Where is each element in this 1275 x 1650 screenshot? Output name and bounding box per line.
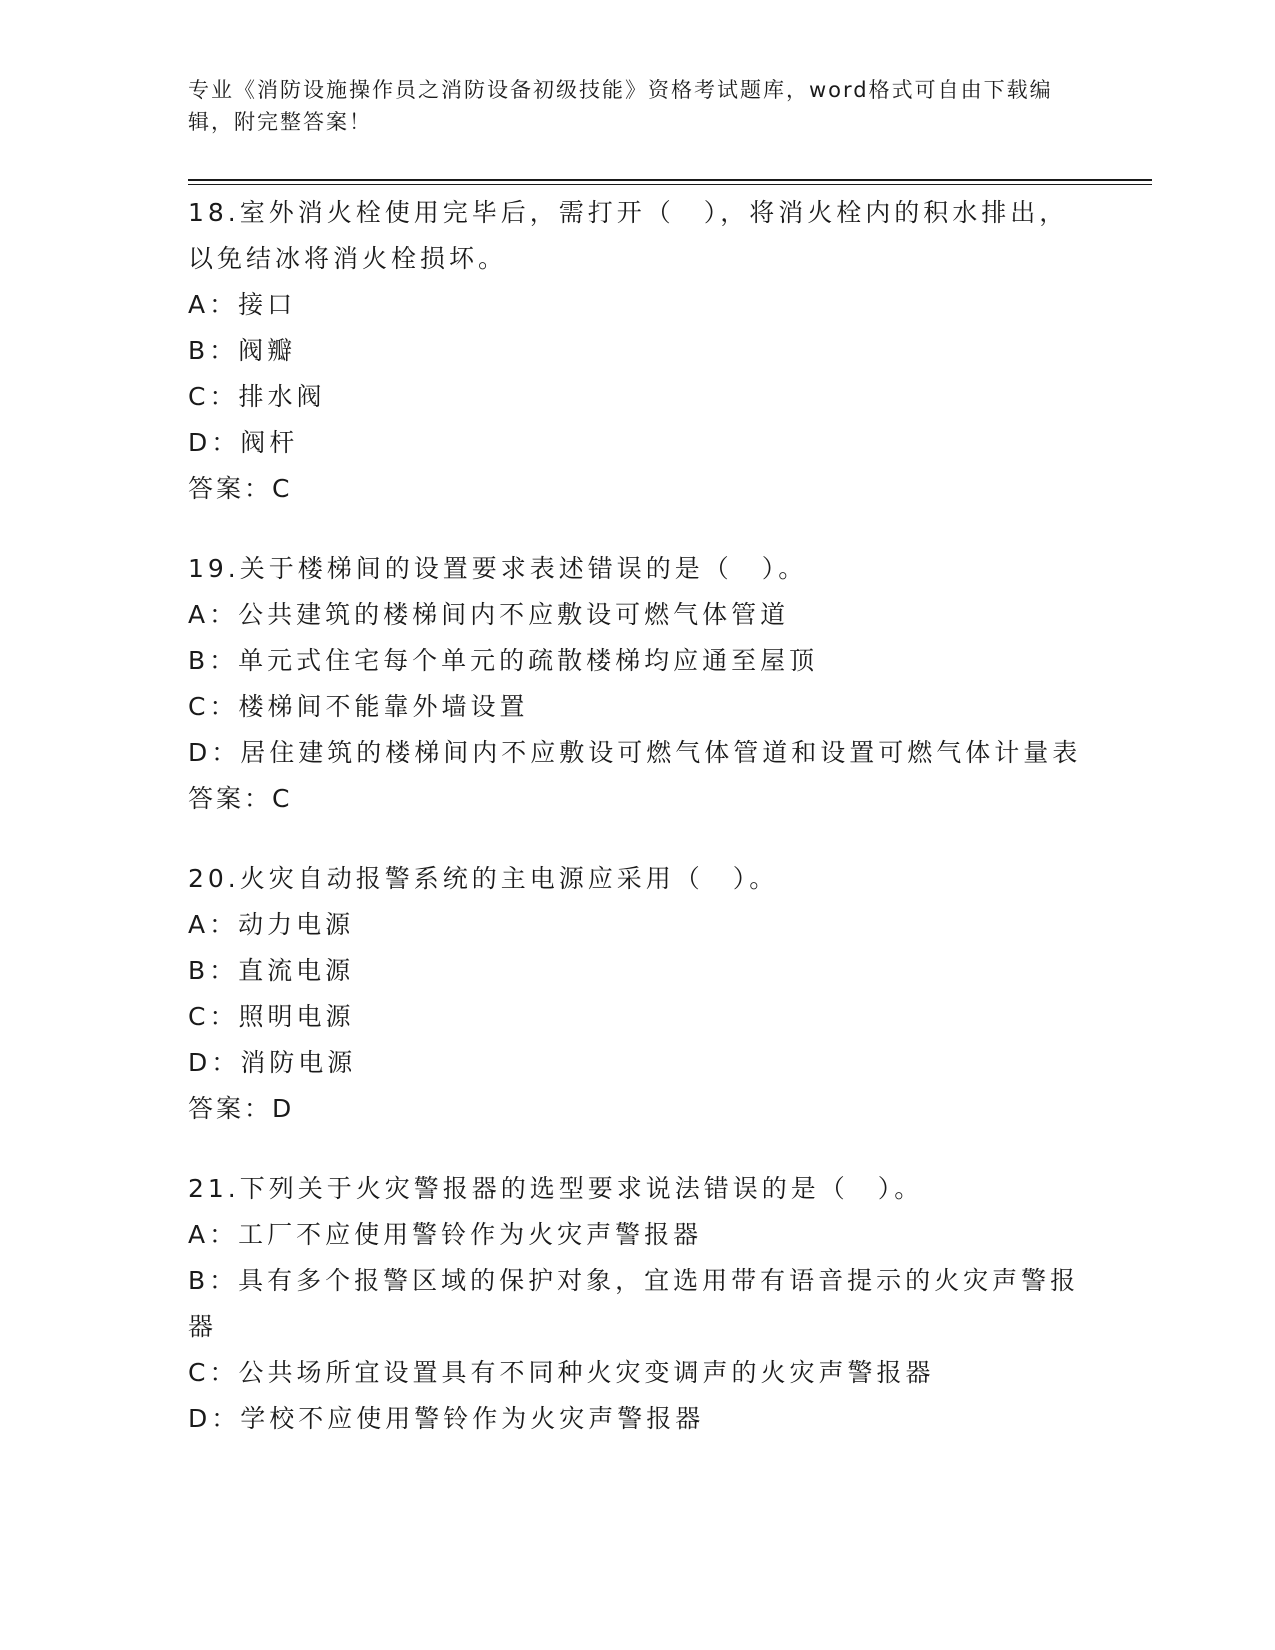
option-b: B：具有多个报警区域的保护对象，宜选用带有语音提示的火灾声警报器 xyxy=(188,1266,1080,1341)
option-a: A：动力电源 xyxy=(188,910,355,939)
option-b: B：单元式住宅每个单元的疏散楼梯均应通至屋顶 xyxy=(188,646,819,675)
option-b: B：阀瓣 xyxy=(188,336,297,365)
question-list xyxy=(188,190,1088,1476)
option-c: C：公共场所宜设置具有不同种火灾变调声的火灾声警报器 xyxy=(188,1358,935,1387)
option-c: C：照明电源 xyxy=(188,1002,355,1031)
header-divider-thin xyxy=(188,184,1152,185)
answer-line: 答案：C xyxy=(188,784,293,813)
option-b: B：直流电源 xyxy=(188,956,355,985)
question-21 xyxy=(188,1166,1088,1442)
document-header: 专业《消防设施操作员之消防设备初级技能》资格考试题库，word格式可自由下载编辑，附完整答案！ xyxy=(188,78,1053,134)
question-20 xyxy=(188,856,1088,1132)
option-d: D：居住建筑的楼梯间内不应敷设可燃气体管道和设置可燃气体计量表 xyxy=(188,738,1082,767)
answer-line: 答案：D xyxy=(188,1094,295,1123)
option-d: D：消防电源 xyxy=(188,1048,357,1077)
option-d: D：学校不应使用警铃作为火灾声警报器 xyxy=(188,1404,705,1433)
answer-line: 答案：C xyxy=(188,474,293,503)
option-a: A：公共建筑的楼梯间内不应敷设可燃气体管道 xyxy=(188,600,790,629)
question-stem: 20.火灾自动报警系统的主电源应采用（ ）。 xyxy=(188,864,779,893)
option-c: C：排水阀 xyxy=(188,382,326,411)
question-stem: 21.下列关于火灾警报器的选型要求说法错误的是（ ）。 xyxy=(188,1174,924,1203)
header-divider-thick xyxy=(188,179,1152,181)
question-stem: 19.关于楼梯间的设置要求表述错误的是（ ）。 xyxy=(188,554,808,583)
option-a: A：工厂不应使用警铃作为火灾声警报器 xyxy=(188,1220,703,1249)
question-18 xyxy=(188,190,1088,512)
option-a: A：接口 xyxy=(188,290,297,319)
option-c: C：楼梯间不能靠外墙设置 xyxy=(188,692,529,721)
question-19 xyxy=(188,546,1088,822)
question-stem: 18.室外消火栓使用完毕后，需打开（ ），将消火栓内的积水排出，以免结冰将消火栓损坏。 xyxy=(188,198,1069,273)
option-d: D：阀杆 xyxy=(188,428,299,457)
